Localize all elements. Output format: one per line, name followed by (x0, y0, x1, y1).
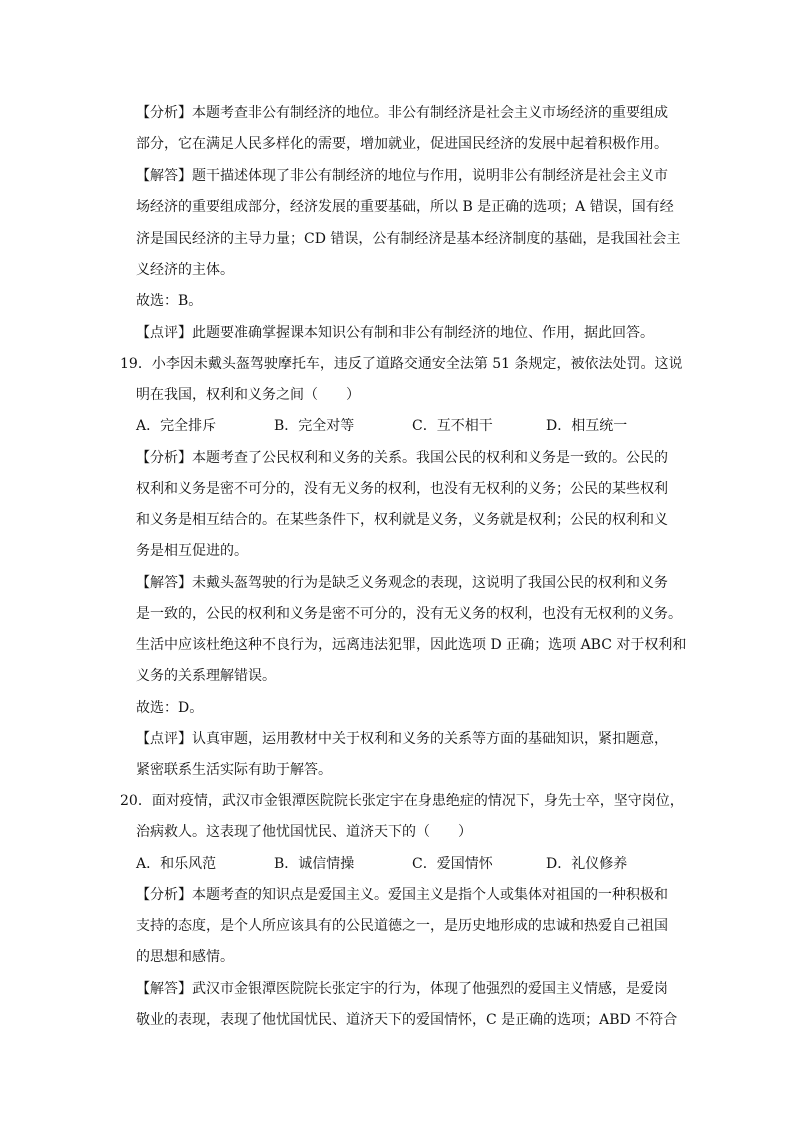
q19-stem-line-1: 19．小李因未戴头盔驾驶摩托车，违反了道路交通安全法第 51 条规定，被依法处罚。这说 (120, 356, 683, 372)
q20-option-c: C．爱国情怀 (412, 856, 493, 872)
q18-comment: 【点评】此题要准确掌握课本知识公有制和非公有制经济的地位、作用，据此回答。 (136, 325, 654, 341)
q18-answer-line-2: 场经济的重要组成部分，经济发展的重要基础，所以 B 是正确的选项；A 错误，国有经 (136, 199, 674, 215)
q20-option-d: D．礼仪修养 (546, 856, 628, 872)
q18-analysis-line-2: 部分，它在满足人民多样化的需要，增加就业，促进国民经济的发展中起着积极作用。 (136, 136, 668, 152)
q20-answer-line-1: 【解答】武汉市金银潭医院院长张定宇的行为，体现了他强烈的爱国主义情感，是爱岗 (136, 981, 668, 997)
q19-answer-line-3: 生活中应该杜绝这种不良行为，远离违法犯罪，因此选项 D 正确；选项 ABC 对于权利和 (136, 637, 687, 653)
q19-answer-line-4: 义务的关系理解错误。 (136, 668, 276, 684)
q19-option-c: C．互不相干 (412, 418, 493, 434)
q18-analysis-line-1: 【分析】本题考查非公有制经济的地位。非公有制经济是社会主义市场经济的重要组成 (136, 105, 668, 121)
q19-comment-line-2: 紧密联系生活实际有助于解答。 (136, 762, 332, 778)
q18-answer-line-4: 义经济的主体。 (136, 262, 234, 278)
q19-analysis-line-1: 【分析】本题考查了公民权利和义务的关系。我国公民的权利和义务是一致的。公民的 (136, 450, 668, 466)
q19-answer-line-1: 【解答】未戴头盔驾驶的行为是缺乏义务观念的表现，这说明了我国公民的权利和义务 (136, 575, 668, 591)
q19-choice: 故选：D。 (136, 700, 204, 716)
q18-answer-line-1: 【解答】题干描述体现了非公有制经济的地位与作用，说明非公有制经济是社会主义市 (136, 168, 668, 184)
q19-analysis-line-3: 和义务是相互结合的。在某些条件下，权利就是义务，义务就是权利；公民的权利和义 (136, 512, 668, 528)
q19-analysis-line-2: 权利和义务是密不可分的，没有无义务的权利，也没有无权利的义务；公民的某些权利 (136, 481, 668, 497)
q20-answer-line-2: 敬业的表现，表现了他忧国忧民、道济天下的爱国情怀，C 是正确的选项；ABD 不符合 (136, 1012, 678, 1028)
q19-answer-line-2: 是一致的，公民的权利和义务是密不可分的，没有无义务的权利，也没有无权利的义务。 (136, 606, 682, 622)
q19-option-b: B．完全对等 (274, 418, 355, 434)
q19-stem-line-2: 明在我国，权利和义务之间（ ） (136, 387, 360, 403)
q20-option-b: B．诚信情操 (274, 856, 355, 872)
q19-option-d: D．相互统一 (546, 418, 628, 434)
q18-choice: 故选：B。 (136, 293, 203, 309)
q20-stem-line-1: 20．面对疫情，武汉市金银潭医院院长张定宇在身患绝症的情况下，身先士卒，坚守岗位， (120, 793, 684, 809)
q19-comment-line-1: 【点评】认真审题，运用教材中关于权利和义务的关系等方面的基础知识，紧扣题意， (136, 731, 668, 747)
q20-analysis-line-1: 【分析】本题考查的知识点是爱国主义。爱国主义是指个人或集体对祖国的一种积极和 (136, 887, 668, 903)
q19-option-a: A．完全排斥 (136, 418, 217, 434)
q20-analysis-line-3: 的思想和感情。 (136, 949, 234, 965)
q20-stem-line-2: 治病救人。这表现了他忧国忧民、道济天下的（ ） (136, 824, 472, 840)
q18-answer-line-3: 济是国民经济的主导力量；CD 错误，公有制经济是基本经济制度的基础，是我国社会主 (136, 231, 681, 247)
q20-analysis-line-2: 支持的态度，是个人所应该具有的公民道德之一，是历史地形成的忠诚和热爱自己祖国 (136, 918, 668, 934)
q20-option-a: A．和乐风范 (136, 856, 217, 872)
q19-analysis-line-4: 务是相互促进的。 (136, 543, 248, 559)
